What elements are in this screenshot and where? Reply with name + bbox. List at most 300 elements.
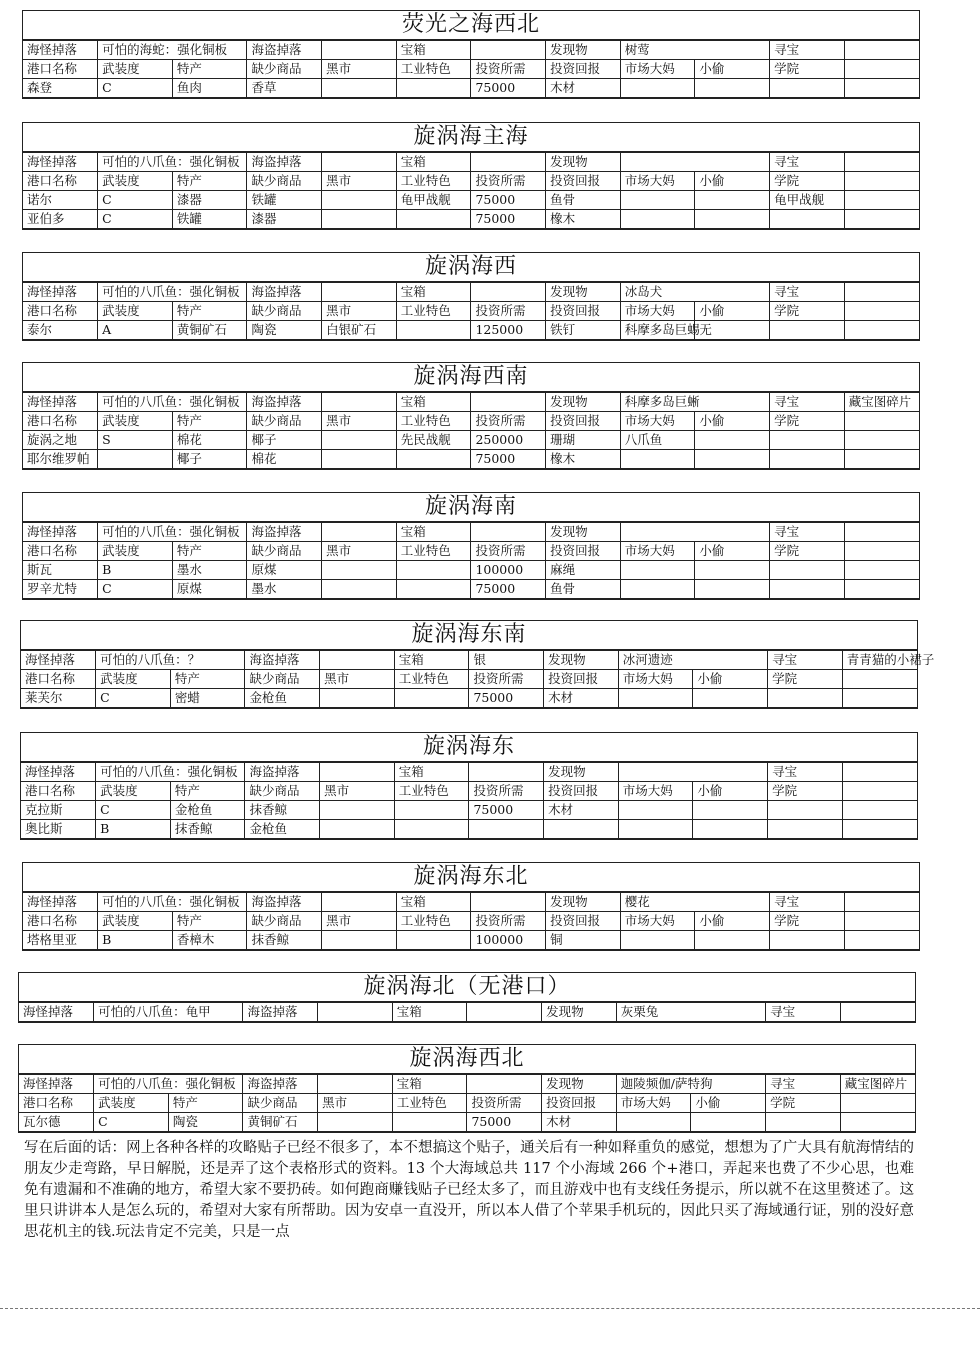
col-header-specialty: 特产: [172, 60, 247, 79]
col-header-armament: 武装度: [98, 172, 173, 191]
port-industry: 先民战舰: [396, 431, 471, 450]
port-black-market: [320, 689, 395, 708]
col-header-invest-need: 投资所需: [467, 1094, 542, 1113]
col-header-invest-need: 投资所需: [471, 542, 546, 561]
port-market-aunt: [620, 191, 695, 210]
col-header-armament: 武装度: [98, 912, 173, 931]
port-row: [19, 1113, 915, 1132]
col-header-port-name: 港口名称: [23, 412, 98, 431]
port-invest-return: 橡木: [546, 210, 621, 229]
port-market-aunt: [620, 580, 695, 599]
monster-drop-value: 可怕的八爪鱼：强化铜板: [96, 763, 245, 782]
col-header-black-market: 黑市: [322, 412, 397, 431]
port-thief: [695, 431, 770, 450]
port-market-aunt: [618, 820, 693, 839]
col-header-port-name: 港口名称: [21, 670, 96, 689]
discovery-value: 冰岛犬: [620, 283, 769, 302]
col-header-industry: 工业特色: [396, 912, 471, 931]
port-invest-return: [544, 820, 619, 839]
treasure-label: 寻宝: [770, 893, 845, 912]
col-header-port-name: 港口名称: [23, 912, 98, 931]
column-header-row: [21, 670, 917, 689]
port-academy: [770, 210, 845, 229]
port-invest-return: 木材: [544, 801, 619, 820]
sea-area-title: 旋涡海西: [23, 253, 919, 282]
port-academy: [770, 450, 845, 469]
afterword-paragraph: 写在后面的话：网上各种各样的攻略贴子已经不很多了，本不想搞这个贴子，通关后有一种如释重负的感觉，想想为了广大具有航海情结的朋友少走弯路，早日解脱，还是弄了这个表格形式的资料。13 个大海域总共 117 个小海域 266 个+港口，弄起来也费了不少心思，也难免有遗漏和不准确的地方，希望大家不要扔砖。如何跑商赚钱贴子已经太多了，而且游戏中也有支线任务提示，所以就不在这里赘述了。这里只讲讲本人是怎么玩的，希望对大家有所帮助。因为安卓一直没开，所以本人借了个苹果手机玩的，因此只买了海域通行证，别的没好意思花机主的钱.玩法肯定不完美，只是一点: [24, 1140, 914, 1240]
sea-area-table: [21, 650, 935, 708]
port-shortage: 香草: [247, 79, 322, 98]
discovery-label: 发现物: [544, 763, 619, 782]
col-header-thief: 小偷: [691, 1094, 766, 1113]
sea-area-table: [23, 392, 919, 469]
port-thief: [695, 931, 770, 950]
col-header-market-aunt: 市场大妈: [620, 542, 695, 561]
port-black-market: [322, 210, 397, 229]
monster-drop-label: 海怪掉落: [23, 283, 98, 302]
chest-label: 宝箱: [396, 893, 471, 912]
monster-drop-label: 海怪掉落: [23, 153, 98, 172]
port-industry: [394, 820, 469, 839]
port-thief: 无: [695, 321, 770, 340]
sea-area-section: [20, 732, 918, 840]
col-header-invest-return: 投资回报: [546, 60, 621, 79]
port-invest-return: 鱼骨: [546, 580, 621, 599]
port-invest-return: 木材: [542, 1113, 617, 1132]
discovery-label: 发现物: [546, 523, 621, 542]
summary-row: [23, 523, 919, 542]
sea-area-section: [22, 10, 920, 99]
col-header-black-market: 黑市: [320, 670, 395, 689]
summary-row: [23, 153, 919, 172]
sea-area-section: [20, 620, 935, 709]
pirate-drop-value: [322, 283, 397, 302]
port-invest-return: 珊瑚: [546, 431, 621, 450]
col-header-academy: 学院: [770, 912, 845, 931]
monster-drop-value: 可怕的八爪鱼：？: [96, 651, 245, 670]
monster-drop-label: 海怪掉落: [19, 1075, 94, 1094]
sea-area-section: [22, 862, 920, 951]
port-industry: 龟甲战舰: [396, 191, 471, 210]
sea-area-title: 旋涡海南: [23, 493, 919, 522]
col-header-market-aunt: 市场大妈: [620, 172, 695, 191]
treasure-label: 寻宝: [766, 1003, 841, 1022]
treasure-label: 寻宝: [770, 523, 845, 542]
port-blank: [842, 801, 917, 820]
port-industry: [394, 801, 469, 820]
col-header-shortage: 缺少商品: [247, 542, 322, 561]
port-blank: [844, 321, 919, 340]
col-header-specialty: 特产: [172, 912, 247, 931]
treasure-value: [844, 893, 919, 912]
discovery-label: 发现物: [542, 1075, 617, 1094]
col-header-invest-return: 投资回报: [544, 670, 619, 689]
port-academy: [770, 931, 845, 950]
col-header-industry: 工业特色: [392, 1094, 467, 1113]
port-blank: [844, 931, 919, 950]
col-header-academy: 学院: [768, 670, 843, 689]
col-header-industry: 工业特色: [394, 782, 469, 801]
treasure-value: 藏宝图碎片: [840, 1075, 915, 1094]
port-black-market: [322, 191, 397, 210]
port-thief: [691, 1113, 766, 1132]
discovery-value: 树莺: [620, 41, 769, 60]
port-industry: [396, 931, 471, 950]
treasure-label: 寻宝: [770, 153, 845, 172]
port-name: 诺尔: [23, 191, 98, 210]
col-header-specialty: 特产: [172, 542, 247, 561]
col-header-specialty: 特产: [172, 412, 247, 431]
port-black-market: [320, 820, 395, 839]
port-black-market: [322, 931, 397, 950]
port-row: [23, 931, 919, 950]
port-invest-need: 75000: [471, 79, 546, 98]
col-header-armament: 武装度: [96, 782, 171, 801]
col-header-shortage: 缺少商品: [245, 782, 320, 801]
monster-drop-value: 可怕的八爪鱼：强化铜板: [98, 523, 247, 542]
monster-drop-value: 可怕的海蛇：强化铜板: [98, 41, 247, 60]
col-header-invest-need: 投资所需: [471, 912, 546, 931]
sea-area-title: 荧光之海西北: [23, 11, 919, 40]
pirate-drop-value: [320, 651, 395, 670]
chest-value: [471, 41, 546, 60]
col-header-black-market: 黑市: [318, 1094, 393, 1113]
port-specialty: 密蜡: [170, 689, 245, 708]
port-invest-need: 100000: [471, 931, 546, 950]
port-armament: C: [94, 1113, 169, 1132]
port-name: 斯瓦: [23, 561, 98, 580]
pirate-drop-value: [320, 763, 395, 782]
col-header-armament: 武装度: [98, 302, 173, 321]
pirate-drop-label: 海盗掉落: [243, 1075, 318, 1094]
col-header-shortage: 缺少商品: [247, 912, 322, 931]
chest-label: 宝箱: [394, 763, 469, 782]
port-invest-need: [469, 820, 544, 839]
sea-area-table: [19, 1074, 915, 1132]
col-header-academy: 学院: [770, 302, 845, 321]
col-header-market-aunt: 市场大妈: [618, 782, 693, 801]
port-industry: [396, 450, 471, 469]
chest-label: 宝箱: [396, 153, 471, 172]
pirate-drop-label: 海盗掉落: [247, 523, 322, 542]
port-shortage: 金枪鱼: [245, 689, 320, 708]
col-header-invest-need: 投资所需: [469, 782, 544, 801]
col-header-shortage: 缺少商品: [247, 302, 322, 321]
col-header-academy: 学院: [770, 172, 845, 191]
sea-area-title: 旋涡海西南: [23, 363, 919, 392]
treasure-label: 寻宝: [770, 41, 845, 60]
col-header-thief: 小偷: [695, 172, 770, 191]
port-industry: [396, 79, 471, 98]
port-academy: [770, 321, 845, 340]
port-black-market: 白银矿石: [322, 321, 397, 340]
col-header-market-aunt: 市场大妈: [616, 1094, 691, 1113]
col-header-blank: [844, 60, 919, 79]
monster-drop-label: 海怪掉落: [23, 41, 98, 60]
discovery-value: 科摩多岛巨蜥: [620, 393, 769, 412]
sea-area-section: [18, 972, 916, 1023]
port-row: [23, 450, 919, 469]
pirate-drop-value: [322, 523, 397, 542]
col-header-blank: [844, 412, 919, 431]
col-header-thief: 小偷: [693, 670, 768, 689]
col-header-thief: 小偷: [695, 412, 770, 431]
col-header-black-market: 黑市: [322, 172, 397, 191]
port-armament: B: [96, 820, 171, 839]
treasure-value: [844, 283, 919, 302]
col-header-black-market: 黑市: [322, 542, 397, 561]
port-specialty: 金枪鱼: [170, 801, 245, 820]
discovery-label: 发现物: [544, 651, 619, 670]
page-bottom-rule: [0, 1308, 980, 1309]
col-header-invest-need: 投资所需: [471, 60, 546, 79]
col-header-industry: 工业特色: [396, 542, 471, 561]
col-header-thief: 小偷: [693, 782, 768, 801]
col-header-specialty: 特产: [170, 782, 245, 801]
sea-area-section: [22, 362, 920, 470]
port-specialty: 陶瓷: [168, 1113, 243, 1132]
col-header-port-name: 港口名称: [23, 172, 98, 191]
port-specialty: 香樟木: [172, 931, 247, 950]
pirate-drop-label: 海盗掉落: [247, 393, 322, 412]
col-header-armament: 武装度: [98, 412, 173, 431]
pirate-drop-value: [322, 893, 397, 912]
col-header-blank: [844, 302, 919, 321]
summary-row: [23, 893, 919, 912]
port-shortage: 椰子: [247, 431, 322, 450]
port-black-market: [322, 580, 397, 599]
port-row: [23, 321, 919, 340]
monster-drop-value: 可怕的八爪鱼：龟甲: [94, 1003, 243, 1022]
monster-drop-value: 可怕的八爪鱼：强化铜板: [98, 393, 247, 412]
col-header-market-aunt: 市场大妈: [618, 670, 693, 689]
treasure-label: 寻宝: [768, 763, 843, 782]
port-academy: [770, 79, 845, 98]
treasure-value: 藏宝图碎片: [844, 393, 919, 412]
col-header-specialty: 特产: [172, 172, 247, 191]
col-header-shortage: 缺少商品: [247, 172, 322, 191]
col-header-blank: [844, 912, 919, 931]
port-black-market: [322, 79, 397, 98]
port-armament: S: [98, 431, 173, 450]
port-name: 耶尔维罗帕: [23, 450, 98, 469]
chest-label: 宝箱: [392, 1003, 467, 1022]
col-header-invest-return: 投资回报: [546, 542, 621, 561]
port-specialty: 原煤: [172, 580, 247, 599]
port-armament: C: [98, 580, 173, 599]
port-armament: B: [98, 561, 173, 580]
col-header-industry: 工业特色: [396, 172, 471, 191]
port-name: 森登: [23, 79, 98, 98]
port-black-market: [320, 801, 395, 820]
port-blank: [844, 450, 919, 469]
sea-area-section: [22, 122, 920, 230]
column-header-row: [23, 172, 919, 191]
port-name: 泰尔: [23, 321, 98, 340]
col-header-industry: 工业特色: [396, 302, 471, 321]
col-header-armament: 武装度: [94, 1094, 169, 1113]
sea-area-title: 旋涡海北（无港口）: [19, 973, 915, 1002]
port-academy: [770, 561, 845, 580]
port-invest-need: 250000: [471, 431, 546, 450]
discovery-value: 冰河遗迹: [618, 651, 767, 670]
sea-area-title: 旋涡海东南: [21, 621, 917, 650]
pirate-drop-label: 海盗掉落: [247, 283, 322, 302]
treasure-label: 寻宝: [770, 393, 845, 412]
chest-label: 宝箱: [392, 1075, 467, 1094]
port-blank: [842, 820, 917, 839]
port-thief: [695, 191, 770, 210]
col-header-blank: [844, 542, 919, 561]
port-industry: [396, 210, 471, 229]
col-header-invest-need: 投资所需: [471, 172, 546, 191]
port-invest-need: 100000: [471, 561, 546, 580]
port-row: [23, 210, 919, 229]
port-shortage: 抹香鲸: [245, 801, 320, 820]
chest-label: 宝箱: [396, 283, 471, 302]
col-header-shortage: 缺少商品: [243, 1094, 318, 1113]
sea-area-table: [23, 892, 919, 950]
pirate-drop-label: 海盗掉落: [247, 893, 322, 912]
port-market-aunt: [616, 1113, 691, 1132]
col-header-industry: 工业特色: [394, 670, 469, 689]
port-invest-return: 铁钉: [546, 321, 621, 340]
col-header-port-name: 港口名称: [19, 1094, 94, 1113]
monster-drop-label: 海怪掉落: [21, 763, 96, 782]
port-thief: [695, 561, 770, 580]
chest-value: 银: [469, 651, 544, 670]
port-shortage: 墨水: [247, 580, 322, 599]
port-blank: [844, 191, 919, 210]
col-header-shortage: 缺少商品: [247, 412, 322, 431]
summary-row: [21, 651, 917, 670]
col-header-market-aunt: 市场大妈: [620, 60, 695, 79]
pirate-drop-label: 海盗掉落: [247, 41, 322, 60]
port-specialty: 墨水: [172, 561, 247, 580]
col-header-invest-return: 投资回报: [546, 412, 621, 431]
port-invest-need: 75000: [469, 689, 544, 708]
port-blank: [844, 580, 919, 599]
treasure-label: 寻宝: [768, 651, 843, 670]
port-market-aunt: [620, 561, 695, 580]
col-header-thief: 小偷: [695, 60, 770, 79]
discovery-label: 发现物: [546, 893, 621, 912]
chest-value: [469, 763, 544, 782]
discovery-label: 发现物: [546, 41, 621, 60]
port-blank: [844, 79, 919, 98]
col-header-academy: 学院: [768, 782, 843, 801]
port-industry: [396, 561, 471, 580]
discovery-value: [620, 523, 769, 542]
port-name: 旋涡之地: [23, 431, 98, 450]
sea-area-table: [21, 762, 917, 839]
port-shortage: 金枪鱼: [245, 820, 320, 839]
port-invest-need: 75000: [471, 191, 546, 210]
port-thief: [695, 580, 770, 599]
sea-area-title: 旋涡海东北: [23, 863, 919, 892]
port-row: [21, 801, 917, 820]
port-academy: [770, 580, 845, 599]
col-header-blank: [842, 782, 917, 801]
port-blank: [842, 689, 917, 708]
col-header-blank: [842, 670, 917, 689]
col-header-industry: 工业特色: [396, 60, 471, 79]
col-header-thief: 小偷: [695, 912, 770, 931]
port-invest-return: 麻绳: [546, 561, 621, 580]
port-academy: 龟甲战舰: [770, 191, 845, 210]
port-black-market: [322, 450, 397, 469]
col-header-invest-return: 投资回报: [542, 1094, 617, 1113]
col-header-shortage: 缺少商品: [245, 670, 320, 689]
treasure-label: 寻宝: [766, 1075, 841, 1094]
port-armament: C: [98, 191, 173, 210]
port-row: [23, 191, 919, 210]
port-invest-need: 75000: [471, 210, 546, 229]
port-armament: C: [98, 210, 173, 229]
port-name: 奥比斯: [21, 820, 96, 839]
sea-area-table: [23, 522, 919, 599]
port-invest-need: 125000: [471, 321, 546, 340]
port-invest-return: 铜: [546, 931, 621, 950]
col-header-market-aunt: 市场大妈: [620, 412, 695, 431]
col-header-blank: [840, 1094, 915, 1113]
port-row: [23, 580, 919, 599]
port-blank: [844, 210, 919, 229]
monster-drop-label: 海怪掉落: [23, 523, 98, 542]
port-industry: [394, 689, 469, 708]
sea-area-table: [23, 40, 919, 98]
column-header-row: [23, 412, 919, 431]
port-market-aunt: [620, 210, 695, 229]
col-header-black-market: 黑市: [322, 302, 397, 321]
column-header-row: [21, 782, 917, 801]
col-header-port-name: 港口名称: [23, 60, 98, 79]
discovery-label: 发现物: [546, 153, 621, 172]
port-blank: [844, 561, 919, 580]
discovery-label: 发现物: [546, 393, 621, 412]
port-name: 瓦尔德: [19, 1113, 94, 1132]
discovery-value: [620, 153, 769, 172]
port-black-market: [322, 561, 397, 580]
port-row: [21, 820, 917, 839]
port-name: 亚伯多: [23, 210, 98, 229]
pirate-drop-value: [318, 1003, 393, 1022]
col-header-blank: [844, 172, 919, 191]
port-industry: [396, 321, 471, 340]
monster-drop-label: 海怪掉落: [19, 1003, 94, 1022]
port-armament: C: [96, 689, 171, 708]
treasure-value: 青青猫的小裙子: [842, 651, 917, 670]
port-blank: [844, 431, 919, 450]
col-header-invest-need: 投资所需: [471, 412, 546, 431]
chest-value: [471, 283, 546, 302]
col-header-market-aunt: 市场大妈: [620, 912, 695, 931]
pirate-drop-label: 海盗掉落: [243, 1003, 318, 1022]
port-market-aunt: [620, 79, 695, 98]
col-header-invest-return: 投资回报: [544, 782, 619, 801]
column-header-row: [23, 302, 919, 321]
port-name: 莱芙尔: [21, 689, 96, 708]
port-market-aunt: [618, 689, 693, 708]
port-thief: [695, 210, 770, 229]
port-market-aunt: 科摩多岛巨蜴: [620, 321, 695, 340]
chest-label: 宝箱: [396, 523, 471, 542]
port-shortage: 漆器: [247, 210, 322, 229]
summary-row: [23, 283, 919, 302]
port-invest-return: 木材: [544, 689, 619, 708]
port-market-aunt: [620, 931, 695, 950]
monster-drop-value: 可怕的八爪鱼：强化铜板: [94, 1075, 243, 1094]
